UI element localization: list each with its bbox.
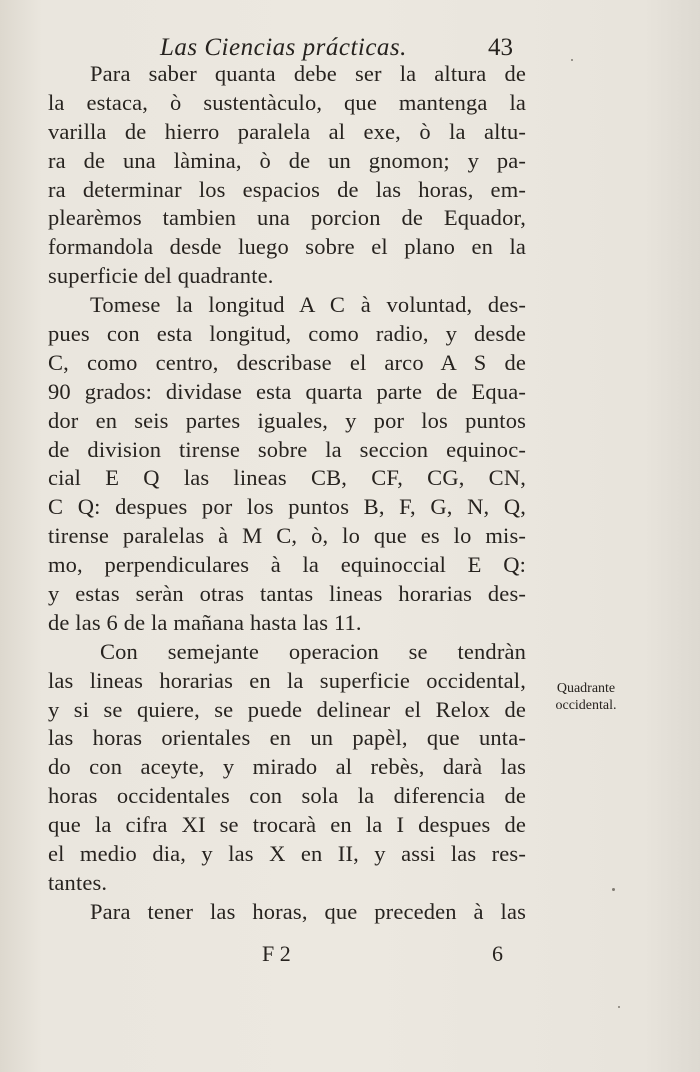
text-line: Tomese la longitud A C à voluntad, des- — [90, 292, 526, 318]
text-line: las horas orientales en un papèl, que unta- — [48, 725, 526, 751]
paper-speck — [612, 888, 615, 891]
running-title: Las Ciencias prácticas. — [160, 34, 407, 61]
paper-speck — [618, 1006, 620, 1008]
text-line: cial E Q las lineas CB, CF, CG, CN, — [48, 465, 526, 491]
catchword: 6 — [492, 941, 503, 966]
marginal-note-line: occidental. — [555, 698, 617, 713]
text-line: superficie del quadrante. — [48, 263, 274, 289]
text-line: el medio dia, y las X en II, y assi las res- — [48, 841, 526, 867]
text-line: Para saber quanta debe ser la altura de — [90, 61, 526, 86]
paper-speck — [571, 59, 573, 61]
text-line: pues con esta longitud, como radio, y desde — [48, 321, 526, 347]
page-number: 43 — [488, 34, 513, 61]
text-line: que la cifra XI se trocarà en la I despues de — [48, 812, 526, 838]
marginal-note — [544, 680, 628, 714]
text-line: ra determinar los espacios de las horas, em- — [48, 176, 526, 202]
page-footer — [262, 941, 522, 969]
text-line: las lineas horarias en la superficie occidental, — [48, 667, 526, 693]
text-line: y estas seràn otras tantas lineas horarias des- — [48, 581, 526, 607]
text-line: ra de una làmina, ò de un gnomon; y pa- — [48, 147, 526, 173]
text-line: do con aceyte, y mirado al rebès, darà las — [48, 754, 526, 780]
text-line: plearèmos tambien una porcion de Equador, — [48, 205, 526, 231]
text-line: 90 grados: dividase esta quarta parte de Equa- — [48, 378, 526, 404]
text-line: C, como centro, describase el arco A S de — [48, 349, 526, 375]
text-line: Para tener las horas, que preceden à las — [90, 898, 526, 924]
text-line: tantes. — [48, 869, 108, 895]
text-line: tirense paralelas à M C, ò, lo que es lo mis- — [48, 523, 526, 549]
body-text — [48, 60, 526, 927]
text-line: mo, perpendiculares à la equinoccial E Q: — [48, 552, 526, 578]
text-line: de las 6 de la mañana hasta las 11. — [48, 609, 362, 635]
text-line: formandola desde luego sobre el plano en la — [48, 234, 526, 260]
text-line: y si se quiere, se puede delinear el Relox de — [48, 696, 526, 722]
text-line: Con semejante operacion se tendràn — [100, 638, 526, 664]
text-line: horas occidentales con sola la diferencia de — [48, 783, 526, 809]
text-line: la estaca, ò sustentàculo, que mantenga la — [48, 89, 526, 115]
text-line: de division tirense sobre la seccion equinoc- — [48, 436, 526, 462]
text-line: C Q: despues por los puntos B, F, G, N, Q, — [48, 494, 526, 520]
text-line: dor en seis partes iguales, y por los puntos — [48, 407, 526, 433]
marginal-note-line: Quadrante — [556, 681, 616, 696]
text-line: varilla de hierro paralela al exe, ò la altu- — [48, 118, 526, 144]
signature-mark: F 2 — [262, 941, 291, 966]
